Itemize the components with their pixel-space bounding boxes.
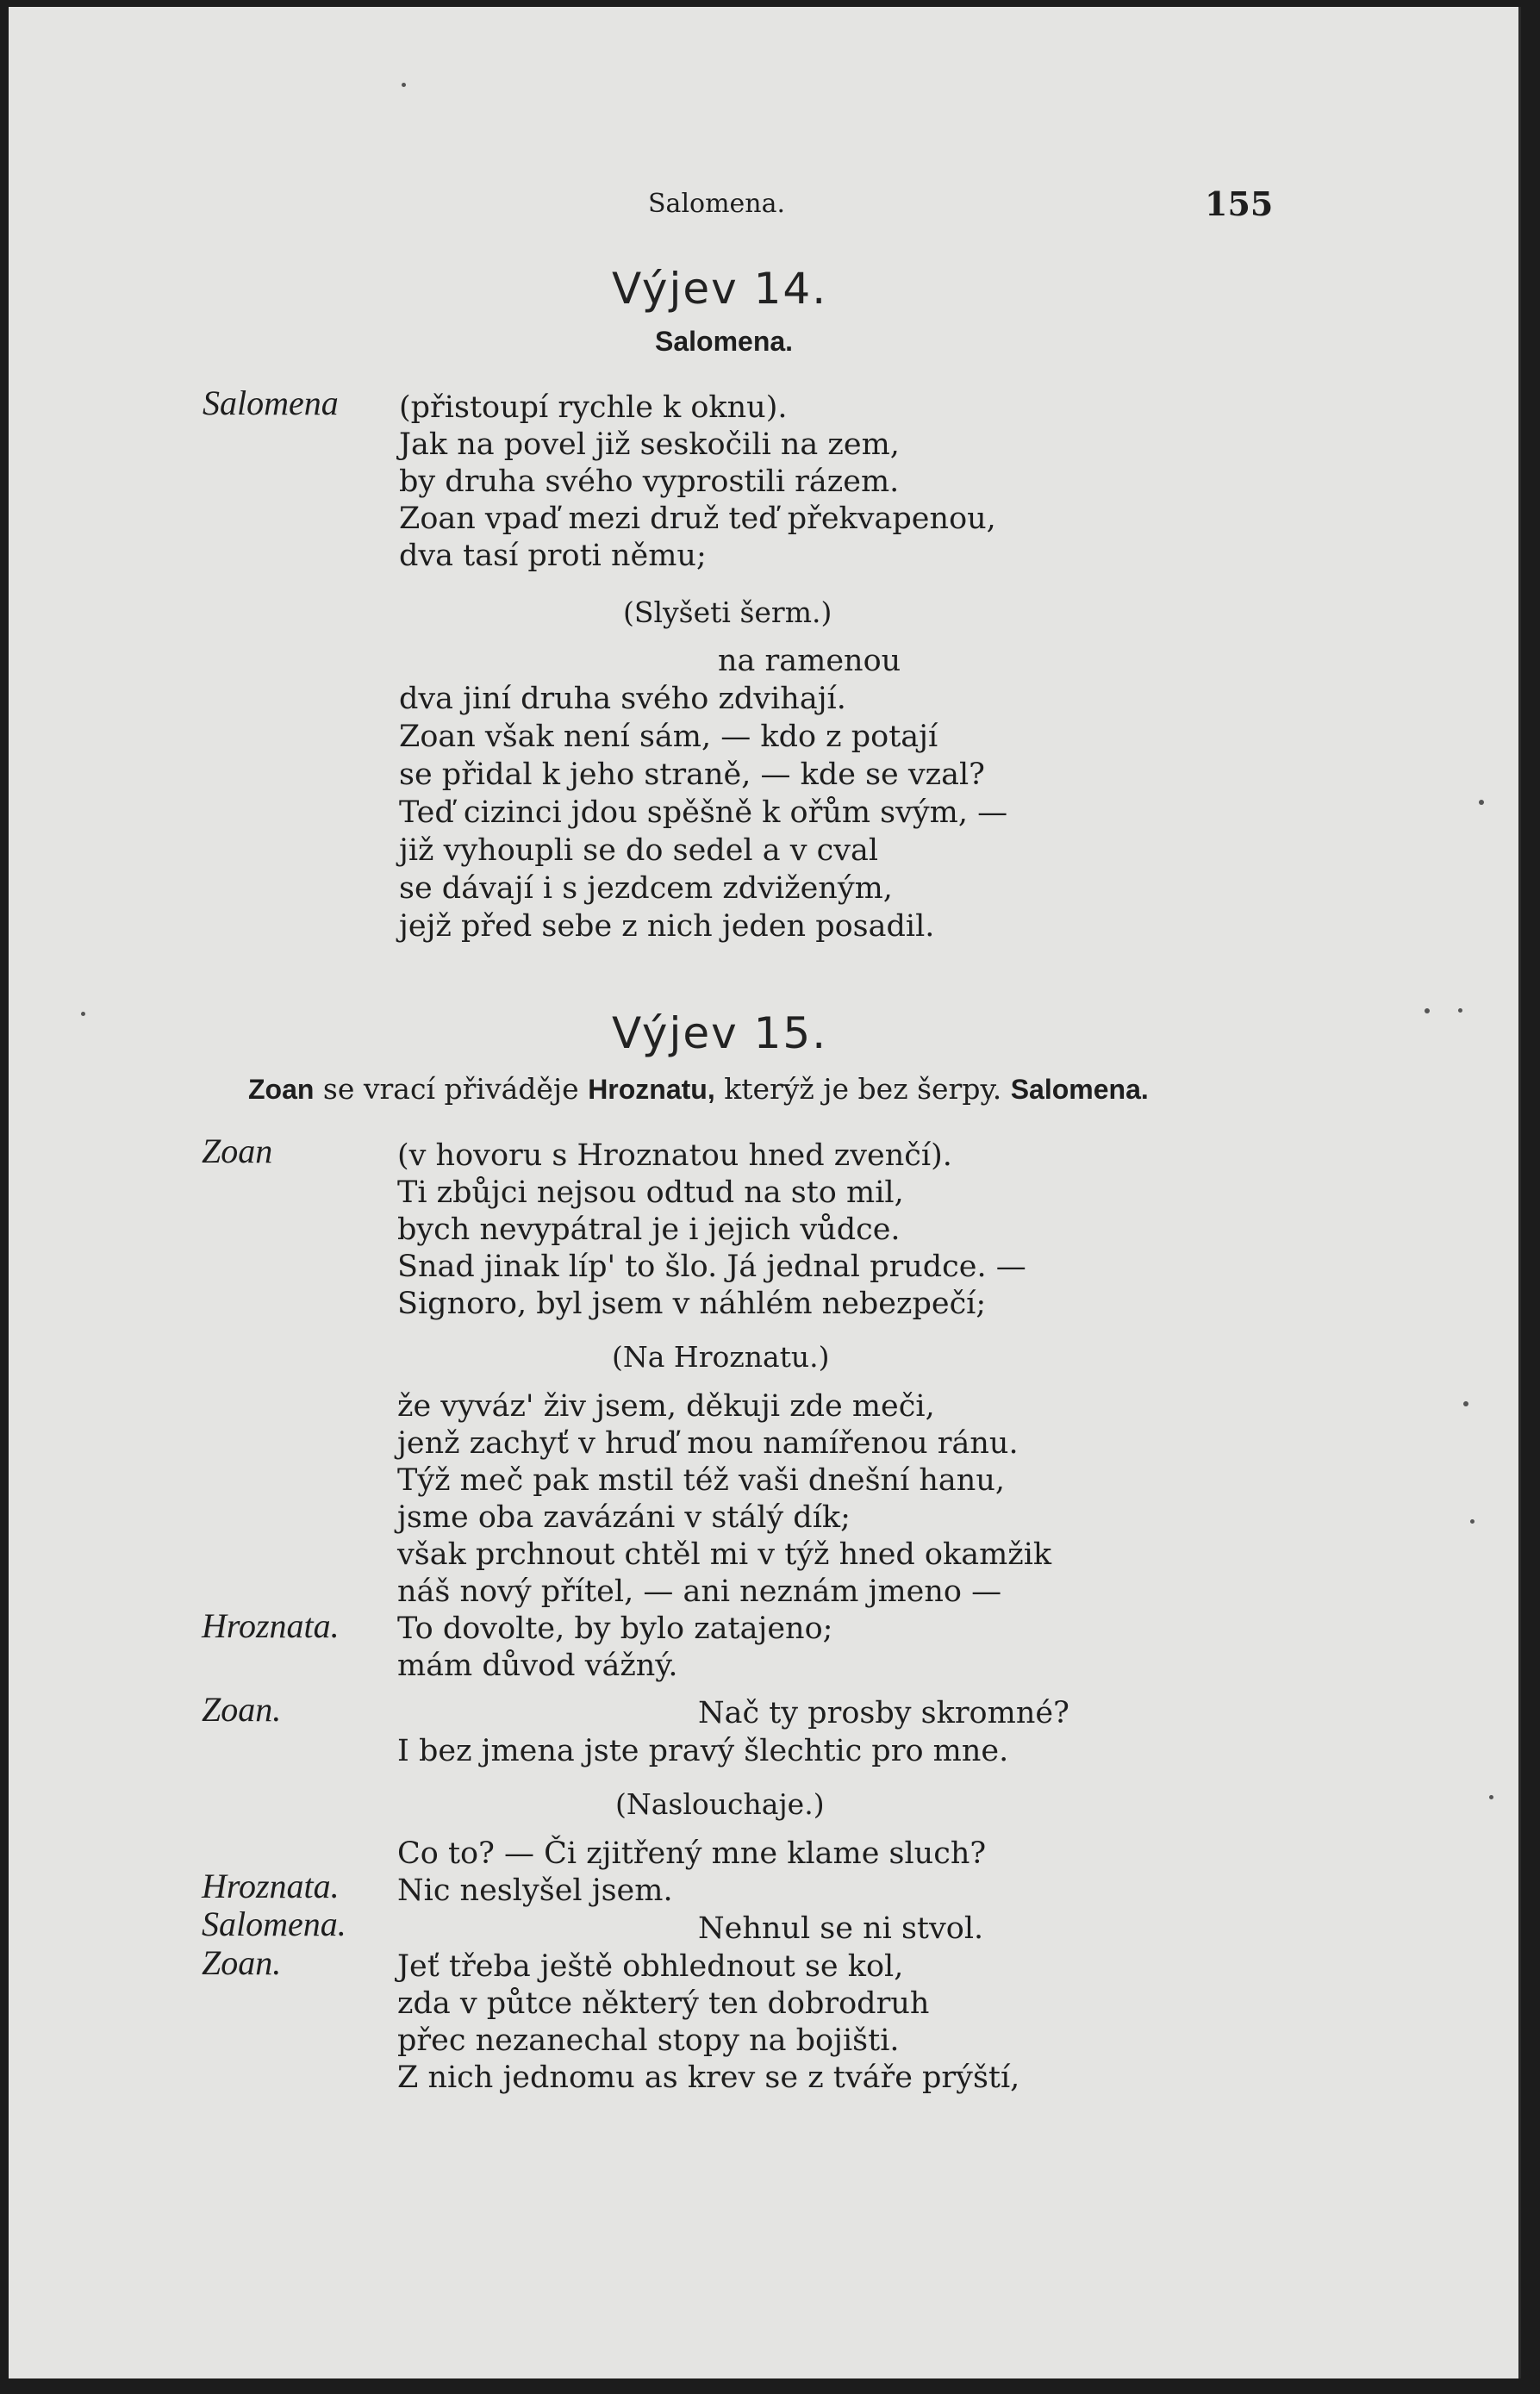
description-text: kterýž je bez šerpy. (714, 1072, 1011, 1106)
verse-line: se přidal k jeho straně, — kde se vzal? (399, 757, 985, 792)
paper-speck (1479, 800, 1484, 805)
person-zoan: Zoan (248, 1074, 315, 1105)
verse-line: zda v půtce některý ten dobrodruh (397, 1986, 930, 2021)
person-hroznata: Hroznatu, (588, 1074, 715, 1105)
verse-line: se dávají i s jezdcem zdviženým, (399, 871, 893, 906)
verse-line: na ramenou (718, 644, 901, 678)
page-number: 155 (1205, 184, 1274, 223)
verse-line: že vyváz' živ jsem, děkuji zde meči, (397, 1389, 935, 1424)
verse-line: Zoan však není sám, — kdo z potají (399, 720, 938, 754)
paper-speck (1458, 1008, 1462, 1013)
verse-line: Co to? — Či zjitřený mne klame sluch? (397, 1836, 987, 1871)
verse-line: jejž před sebe z nich jeden posadil. (399, 909, 935, 944)
verse-line: dva jiní druha svého zdvihají. (399, 682, 846, 716)
verse-line: Teď cizinci jdou spěšně k ořům svým, — (399, 795, 1008, 830)
verse-line: již vyhoupli se do sedel a v cval (399, 833, 879, 868)
scene-15-heading: Výjev 15. (612, 1008, 828, 1058)
speaker-zoan: Zoan. (202, 1943, 282, 1982)
verse-line: (přistoupí rychle k oknu). (399, 390, 788, 425)
verse-line: však prchnout chtěl mi v týž hned okamžik (397, 1537, 1052, 1572)
speaker-zoan: Zoan. (202, 1690, 282, 1729)
verse-line: Nehnul se ni stvol. (698, 1911, 984, 1946)
verse-line: Týž meč pak mstil též vaši dnešní hanu, (397, 1463, 1006, 1498)
verse-line: Snad jinak líp' to šlo. Já jednal prudce. — (397, 1250, 1026, 1284)
verse-line: Z nich jednomu as krev se z tváře prýští, (397, 2060, 1020, 2095)
paper-speck (1463, 1401, 1468, 1406)
verse-line: by druha svého vyprostili rázem. (399, 464, 900, 499)
scene-15-description (248, 1072, 1149, 1106)
person-salomena: Salomena. (1010, 1074, 1149, 1105)
verse-line: Ti zbůjci nejsou odtud na sto mil, (397, 1175, 904, 1210)
verse-line: přec nezanechal stopy na bojišti. (397, 2023, 900, 2058)
paper-speck (81, 1012, 85, 1016)
speaker-hroznata: Hroznata. (202, 1867, 340, 1905)
verse-line: jsme oba zavázáni v stálý dík; (397, 1500, 851, 1535)
book-page (9, 7, 1521, 2378)
verse-line: Zoan vpaď mezi druž teď překvapenou, (399, 502, 996, 536)
paper-speck (402, 83, 406, 87)
running-header-title: Salomena. (648, 189, 786, 219)
scene-14-heading: Výjev 14. (612, 264, 828, 314)
verse-line: Nač ty prosby skromné? (698, 1696, 1069, 1730)
verse-line: To dovolte, by bylo zatajeno; (397, 1612, 833, 1646)
paper-speck (1425, 1008, 1430, 1013)
verse-line: náš nový přítel, — ani neznám jmeno — (397, 1574, 1002, 1609)
description-text: se vrací přiváděje (314, 1072, 589, 1106)
stage-direction: (Naslouchaje.) (615, 1787, 825, 1821)
speaker-salomena: Salomena (203, 383, 339, 422)
speaker-salomena: Salomena. (202, 1905, 346, 1943)
verse-line: Signoro, byl jsem v náhlém nebezpečí; (397, 1287, 987, 1321)
verse-line: mám důvod vážný. (397, 1649, 678, 1683)
verse-line: Jak na povel již seskočili na zem, (399, 427, 900, 462)
verse-line: I bez jmena jste pravý šlechtic pro mne. (397, 1734, 1009, 1768)
verse-line: (v hovoru s Hroznatou hned zvenčí). (397, 1138, 952, 1173)
stage-direction: (Slyšeti šerm.) (623, 595, 832, 629)
paper-speck (1489, 1795, 1493, 1799)
verse-line: jenž zachyť v hruď mou namířenou ránu. (397, 1426, 1019, 1461)
paper-speck (1470, 1519, 1475, 1524)
verse-line: Nic neslyšel jsem. (397, 1873, 673, 1908)
speaker-zoan: Zoan (202, 1132, 273, 1170)
stage-direction: (Na Hroznatu.) (612, 1340, 830, 1374)
verse-line: Jeť třeba ještě obhlednout se kol, (397, 1949, 904, 1984)
scene-14-persons: Salomena. (655, 326, 794, 357)
verse-line: bych nevypátral je i jejich vůdce. (397, 1213, 901, 1247)
verse-line: dva tasí proti němu; (399, 539, 707, 573)
speaker-hroznata: Hroznata. (202, 1606, 340, 1645)
